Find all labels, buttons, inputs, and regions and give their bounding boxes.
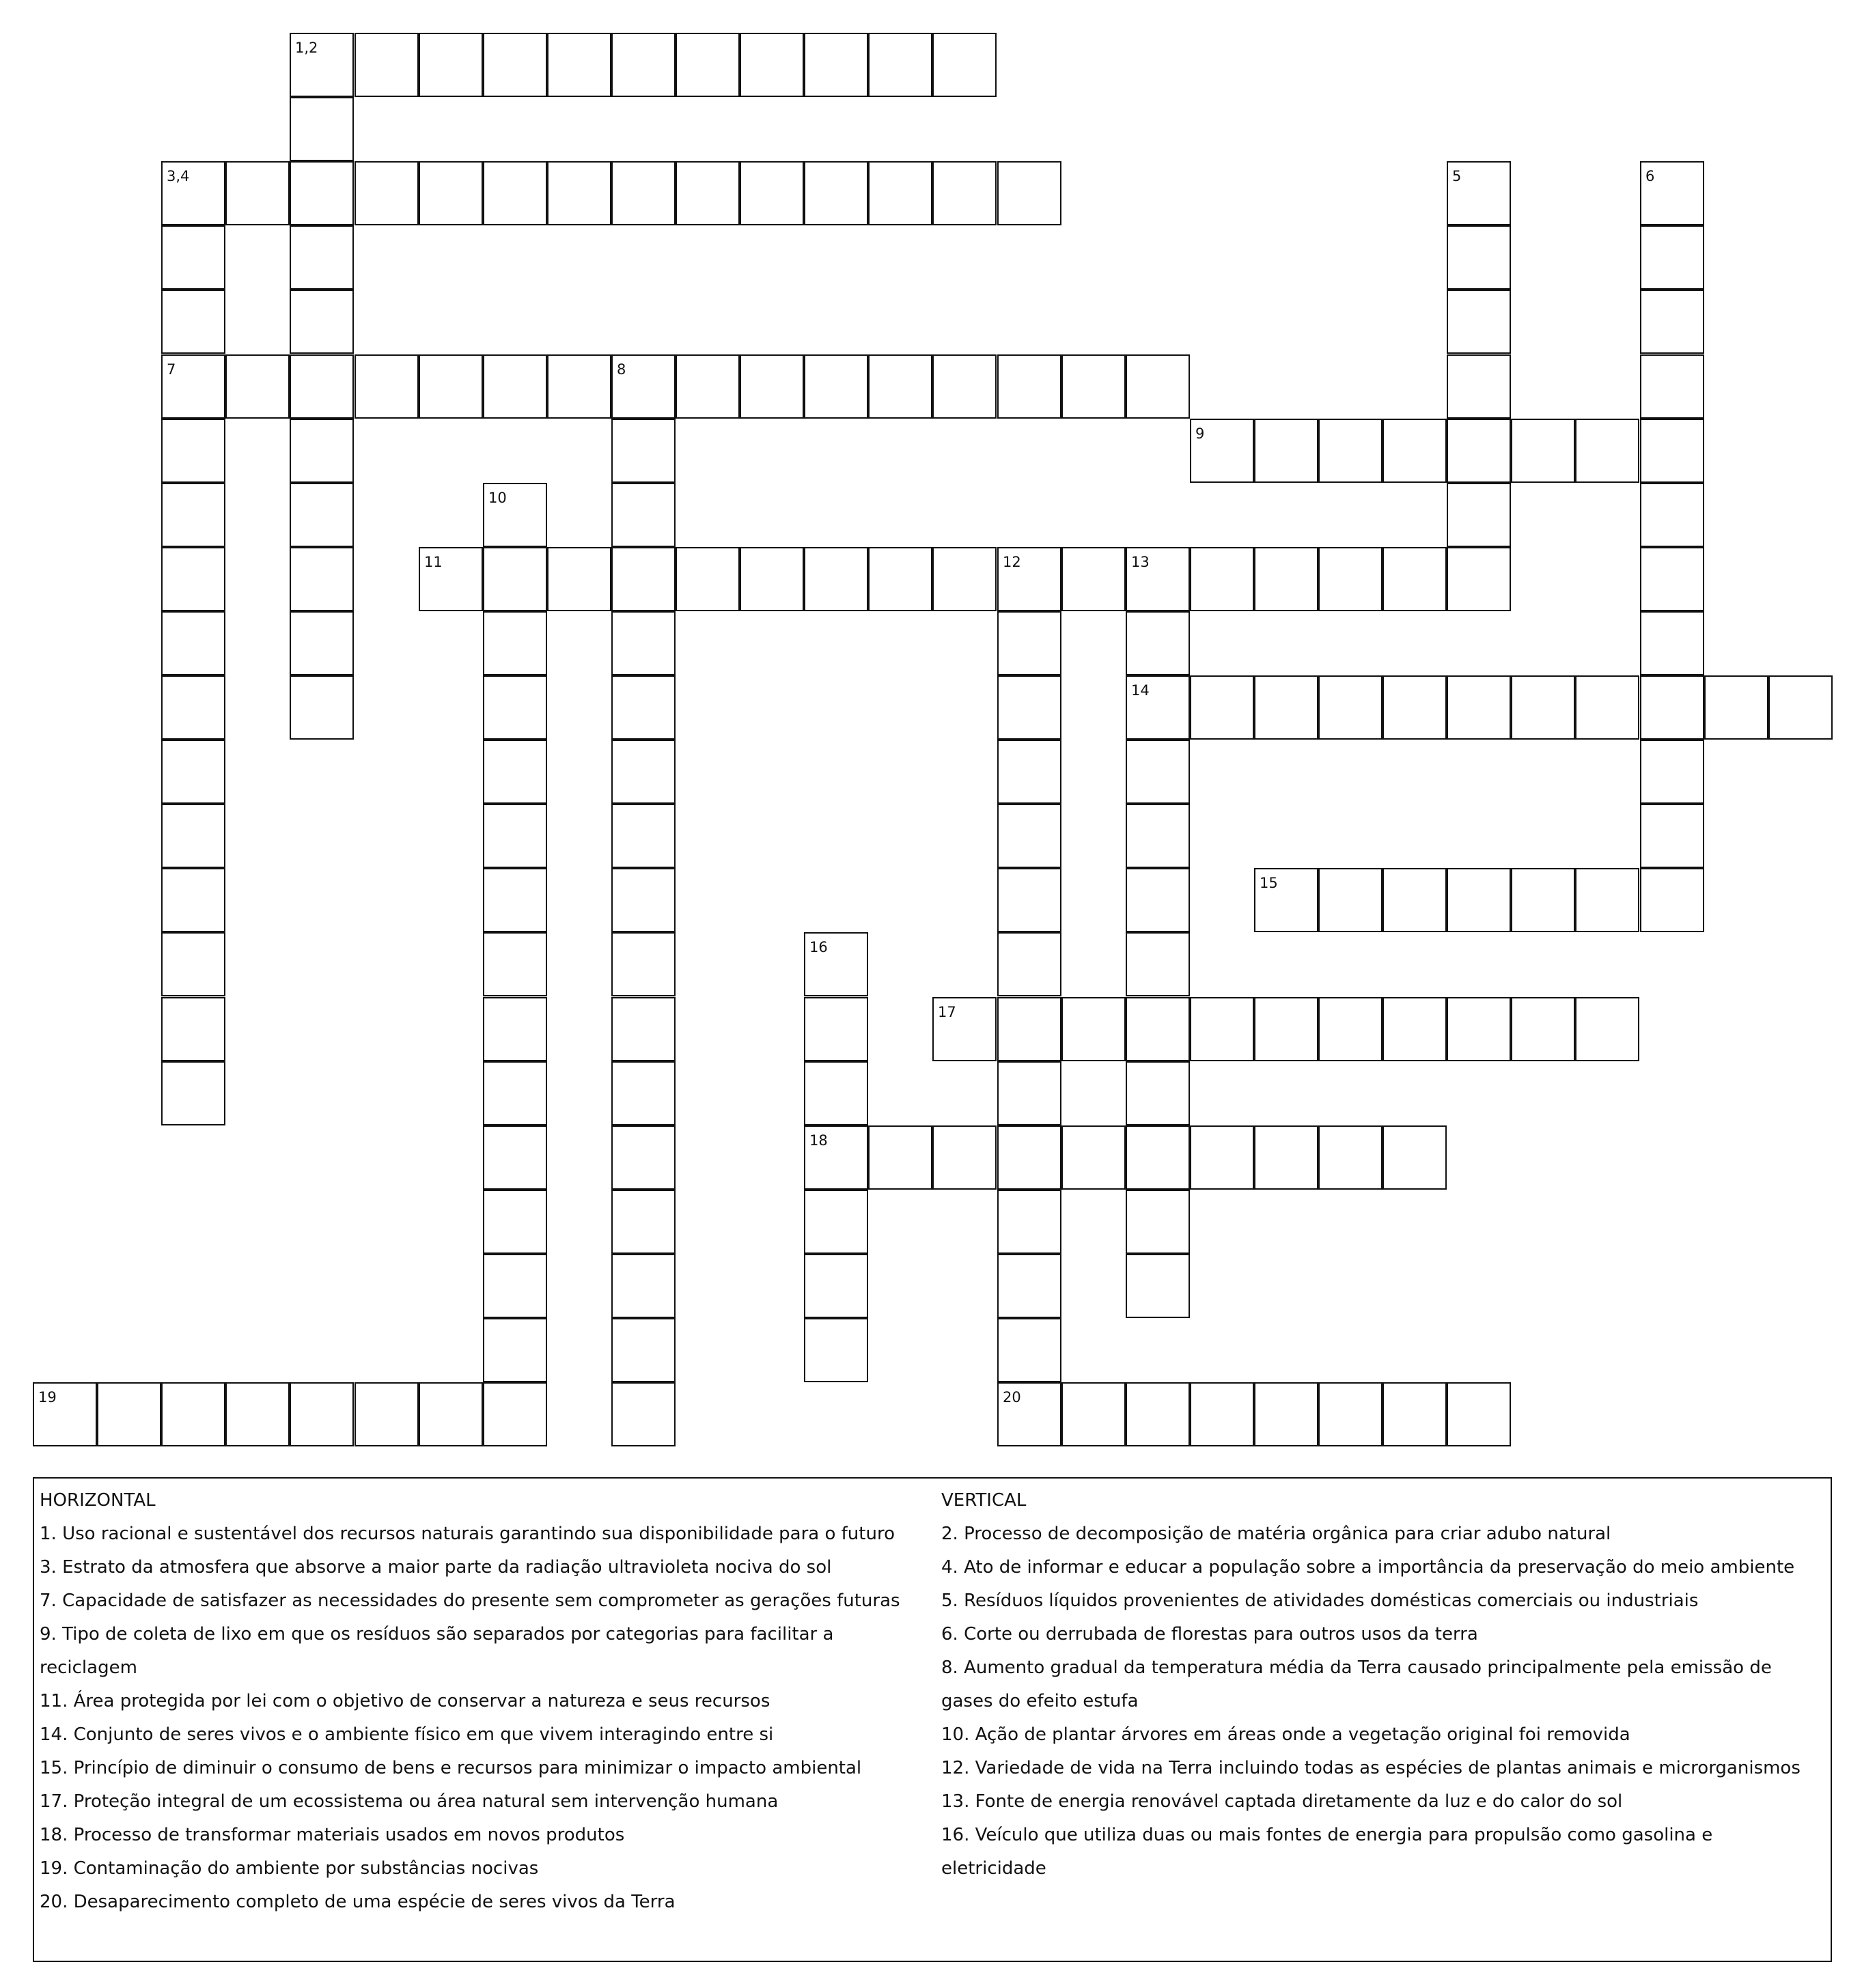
grid-cell[interactable] xyxy=(1126,1190,1190,1254)
clue-v6: 6. Corte ou derrubada de florestas para outros usos da terra xyxy=(941,1624,1478,1644)
grid-cell[interactable] xyxy=(997,1190,1061,1254)
grid-cell[interactable] xyxy=(1126,740,1190,804)
grid-cell[interactable] xyxy=(419,161,483,225)
grid-cell[interactable] xyxy=(1575,675,1639,740)
grid-cell[interactable] xyxy=(997,1254,1061,1318)
grid-cell[interactable] xyxy=(1126,1125,1190,1190)
grid-cell[interactable] xyxy=(611,804,676,868)
grid-cell[interactable] xyxy=(1126,1382,1190,1446)
grid-cell[interactable] xyxy=(547,547,611,611)
grid-cell[interactable] xyxy=(611,1125,676,1190)
grid-cell[interactable] xyxy=(290,354,354,419)
grid-cell[interactable] xyxy=(932,547,997,611)
grid-cell[interactable] xyxy=(676,33,740,97)
grid-cell[interactable] xyxy=(804,1254,868,1318)
grid-cell[interactable] xyxy=(611,419,676,483)
clue-v8: 8. Aumento gradual da temperatura média da Terra causado principalmente pela emissão de xyxy=(941,1657,1772,1678)
grid-cell[interactable] xyxy=(804,33,868,97)
grid-cell[interactable] xyxy=(161,997,225,1061)
grid-cell[interactable] xyxy=(1254,419,1318,483)
grid-cell[interactable] xyxy=(161,804,225,868)
grid-cell[interactable] xyxy=(1447,868,1511,932)
clue-number: 12 xyxy=(1003,554,1021,570)
grid-cell[interactable] xyxy=(1640,419,1704,483)
clue-v13: 13. Fonte de energia renovável captada diretamente da luz e do calor do sol xyxy=(941,1791,1623,1812)
grid-cell[interactable] xyxy=(1768,675,1833,740)
grid-cell[interactable] xyxy=(1640,483,1704,547)
grid-cell[interactable] xyxy=(1318,1382,1382,1446)
grid-cell[interactable] xyxy=(611,740,676,804)
grid-cell[interactable] xyxy=(740,354,804,419)
grid-cell[interactable] xyxy=(932,1125,997,1190)
grid-cell[interactable] xyxy=(1640,290,1704,354)
grid-cell[interactable] xyxy=(997,997,1061,1061)
grid-cell[interactable] xyxy=(611,611,676,675)
grid-cell[interactable] xyxy=(483,1382,547,1446)
grid-cell[interactable] xyxy=(225,1382,290,1446)
grid-cell[interactable] xyxy=(483,1190,547,1254)
grid-cell[interactable] xyxy=(225,161,290,225)
grid-cell[interactable] xyxy=(1447,290,1511,354)
grid-cell[interactable] xyxy=(1061,997,1126,1061)
grid-cell[interactable] xyxy=(868,33,932,97)
grid-cell[interactable] xyxy=(868,354,932,419)
grid-cell[interactable] xyxy=(483,868,547,932)
clue-number: 14 xyxy=(1131,682,1150,699)
grid-cell[interactable] xyxy=(161,483,225,547)
clue-h18: 18. Processo de transformar materiais usados em novos produtos xyxy=(40,1825,625,1845)
grid-cell[interactable] xyxy=(932,354,997,419)
grid-cell[interactable] xyxy=(1382,419,1447,483)
grid-cell[interactable] xyxy=(483,997,547,1061)
clue-v10: 10. Ação de plantar árvores em áreas onde a vegetação original foi removida xyxy=(941,1724,1630,1745)
clue-number: 6 xyxy=(1645,168,1655,184)
grid-cell[interactable] xyxy=(676,161,740,225)
grid-cell[interactable] xyxy=(290,675,354,740)
grid-cell[interactable] xyxy=(804,1190,868,1254)
clue-number: 5 xyxy=(1452,168,1462,184)
grid-cell[interactable] xyxy=(225,354,290,419)
clue-number: 7 xyxy=(167,361,176,378)
grid-cell[interactable] xyxy=(483,354,547,419)
grid-cell[interactable] xyxy=(1254,547,1318,611)
grid-cell[interactable] xyxy=(932,161,997,225)
grid-cell[interactable] xyxy=(290,225,354,290)
grid-cell[interactable] xyxy=(932,33,997,97)
clue-number: 13 xyxy=(1131,554,1150,570)
grid-cell[interactable] xyxy=(290,161,354,225)
grid-cell[interactable] xyxy=(997,161,1061,225)
grid-cell[interactable] xyxy=(483,1061,547,1125)
grid-cell[interactable] xyxy=(1382,675,1447,740)
grid-cell[interactable] xyxy=(97,1382,161,1446)
grid-cell[interactable] xyxy=(1190,997,1254,1061)
clue-number: 20 xyxy=(1003,1389,1021,1405)
clue-number: 10 xyxy=(488,490,507,506)
clue-v4: 4. Ato de informar e educar a população sobre a importância da preservação do meio ambiente xyxy=(941,1557,1795,1578)
grid-cell[interactable] xyxy=(483,33,547,97)
grid-cell[interactable] xyxy=(1575,868,1639,932)
grid-cell[interactable] xyxy=(997,1318,1061,1382)
grid-cell[interactable] xyxy=(804,997,868,1061)
grid-cell[interactable] xyxy=(161,932,225,996)
vertical-header: VERTICAL xyxy=(941,1490,1027,1511)
grid-cell[interactable] xyxy=(161,290,225,354)
grid-cell[interactable] xyxy=(1190,675,1254,740)
grid-cell[interactable] xyxy=(1511,675,1575,740)
grid-cell[interactable] xyxy=(611,932,676,996)
grid-cell[interactable] xyxy=(355,33,419,97)
grid-cell[interactable] xyxy=(161,419,225,483)
grid-cell[interactable] xyxy=(1254,1125,1318,1190)
grid-cell[interactable] xyxy=(1704,675,1768,740)
grid-cell[interactable] xyxy=(1190,1125,1254,1190)
grid-cell[interactable] xyxy=(1640,675,1704,740)
clue-number: 11 xyxy=(424,554,443,570)
grid-cell[interactable] xyxy=(611,161,676,225)
grid-cell[interactable] xyxy=(1126,997,1190,1061)
grid-cell[interactable] xyxy=(1447,1382,1511,1446)
grid-cell[interactable] xyxy=(1640,611,1704,675)
clue-v2: 2. Processo de decomposição de matéria orgânica para criar adubo natural xyxy=(941,1524,1611,1544)
grid-cell[interactable] xyxy=(1447,225,1511,290)
grid-cell[interactable] xyxy=(1447,419,1511,483)
grid-cell[interactable] xyxy=(611,868,676,932)
grid-cell[interactable] xyxy=(611,1190,676,1254)
clue-v16-cont: eletricidade xyxy=(941,1858,1046,1879)
grid-cell[interactable] xyxy=(997,354,1061,419)
grid-cell[interactable] xyxy=(1061,1382,1126,1446)
grid-cell[interactable] xyxy=(1511,419,1575,483)
grid-cell[interactable] xyxy=(1190,1382,1254,1446)
grid-cell[interactable] xyxy=(740,161,804,225)
grid-cell[interactable] xyxy=(483,161,547,225)
grid-cell[interactable] xyxy=(161,225,225,290)
grid-cell[interactable] xyxy=(1640,225,1704,290)
grid-cell[interactable] xyxy=(611,675,676,740)
clue-number: 3,4 xyxy=(167,168,190,184)
grid-cell[interactable] xyxy=(483,547,547,611)
grid-cell[interactable] xyxy=(1640,868,1704,932)
grid-cell[interactable] xyxy=(483,804,547,868)
grid-cell[interactable] xyxy=(611,1061,676,1125)
grid-cell[interactable] xyxy=(483,1125,547,1190)
grid-cell[interactable] xyxy=(1126,611,1190,675)
clue-h7: 7. Capacidade de satisfazer as necessidades do presente sem comprometer as gerações futuras xyxy=(40,1591,900,1611)
grid-cell[interactable] xyxy=(161,547,225,611)
grid-cell[interactable] xyxy=(997,1061,1061,1125)
grid-cell[interactable] xyxy=(997,611,1061,675)
grid-cell[interactable] xyxy=(290,1382,354,1446)
clue-number: 1,2 xyxy=(295,40,318,56)
grid-cell[interactable] xyxy=(1640,804,1704,868)
grid-cell[interactable] xyxy=(483,611,547,675)
clue-v16: 16. Veículo que utiliza duas ou mais fontes de energia para propulsão como gasolina e xyxy=(941,1825,1713,1845)
grid-cell[interactable] xyxy=(1061,547,1126,611)
clue-number: 16 xyxy=(809,939,828,955)
grid-cell[interactable] xyxy=(1640,547,1704,611)
grid-cell[interactable] xyxy=(355,1382,419,1446)
clue-number: 9 xyxy=(1195,425,1205,442)
grid-cell[interactable] xyxy=(740,547,804,611)
grid-cell[interactable] xyxy=(1318,868,1382,932)
clue-h14: 14. Conjunto de seres vivos e o ambiente físico em que vivem interagindo entre si xyxy=(40,1724,774,1745)
grid-cell[interactable] xyxy=(419,1382,483,1446)
grid-cell[interactable] xyxy=(1126,868,1190,932)
horizontal-header: HORIZONTAL xyxy=(40,1490,156,1511)
grid-cell[interactable] xyxy=(1254,1382,1318,1446)
grid-cell[interactable] xyxy=(161,1382,225,1446)
clue-number: 17 xyxy=(938,1004,956,1020)
grid-cell[interactable] xyxy=(1318,547,1382,611)
grid-cell[interactable] xyxy=(611,1318,676,1382)
grid-cell[interactable] xyxy=(290,547,354,611)
grid-cell[interactable] xyxy=(290,611,354,675)
clue-number: 8 xyxy=(617,361,626,378)
grid-cell[interactable] xyxy=(547,354,611,419)
grid-cell[interactable] xyxy=(868,161,932,225)
clue-h20: 20. Desaparecimento completo de uma espécie de seres vivos da Terra xyxy=(40,1892,676,1912)
grid-cell[interactable] xyxy=(1447,483,1511,547)
grid-cell[interactable] xyxy=(290,290,354,354)
grid-cell[interactable] xyxy=(611,1254,676,1318)
grid-cell[interactable] xyxy=(483,740,547,804)
clue-h11: 11. Área protegida por lei com o objetivo de conservar a natureza e seus recursos xyxy=(40,1691,770,1711)
clue-v8-cont: gases do efeito estufa xyxy=(941,1691,1139,1711)
grid-cell[interactable] xyxy=(804,161,868,225)
grid-cell[interactable] xyxy=(355,161,419,225)
grid-cell[interactable] xyxy=(997,1125,1061,1190)
grid-cell[interactable] xyxy=(611,997,676,1061)
grid-cell[interactable] xyxy=(997,675,1061,740)
grid-cell[interactable] xyxy=(1575,997,1639,1061)
grid-cell[interactable] xyxy=(1190,547,1254,611)
clue-h1: 1. Uso racional e sustentável dos recursos naturais garantindo sua disponibilidade para o futuro xyxy=(40,1524,895,1544)
grid-cell[interactable] xyxy=(868,547,932,611)
grid-cell[interactable] xyxy=(1318,997,1382,1061)
grid-cell[interactable] xyxy=(1382,868,1447,932)
grid-cell[interactable] xyxy=(1061,1125,1126,1190)
grid-cell[interactable] xyxy=(547,33,611,97)
grid-cell[interactable] xyxy=(483,675,547,740)
clue-h9: 9. Tipo de coleta de lixo em que os resíduos são separados por categorias para facilitar a xyxy=(40,1624,834,1644)
grid-cell[interactable] xyxy=(1640,740,1704,804)
grid-cell[interactable] xyxy=(1126,1254,1190,1318)
clue-number: 18 xyxy=(809,1132,828,1149)
grid-cell[interactable] xyxy=(1318,419,1382,483)
clue-number: 19 xyxy=(38,1389,57,1405)
clue-h3: 3. Estrato da atmosfera que absorve a maior parte da radiação ultravioleta nociva do sol xyxy=(40,1557,832,1578)
grid-cell[interactable] xyxy=(997,740,1061,804)
grid-cell[interactable] xyxy=(868,1125,932,1190)
clue-h9-cont: reciclagem xyxy=(40,1657,137,1678)
clue-h19: 19. Contaminação do ambiente por substâncias nocivas xyxy=(40,1858,539,1879)
grid-cell[interactable] xyxy=(1447,675,1511,740)
grid-cell[interactable] xyxy=(611,33,676,97)
grid-cell[interactable] xyxy=(1382,997,1447,1061)
grid-cell[interactable] xyxy=(1575,419,1639,483)
grid-cell[interactable] xyxy=(997,804,1061,868)
grid-cell[interactable] xyxy=(483,1254,547,1318)
clue-v5: 5. Resíduos líquidos provenientes de atividades domésticas comerciais ou industriais xyxy=(941,1591,1699,1611)
grid-cell[interactable] xyxy=(1382,547,1447,611)
grid-cell[interactable] xyxy=(611,547,676,611)
grid-cell[interactable] xyxy=(483,1318,547,1382)
grid-cell[interactable] xyxy=(355,354,419,419)
grid-cell[interactable] xyxy=(676,354,740,419)
grid-cell[interactable] xyxy=(1254,675,1318,740)
grid-cell[interactable] xyxy=(161,611,225,675)
grid-cell[interactable] xyxy=(290,419,354,483)
grid-cell[interactable] xyxy=(611,1382,676,1446)
grid-cell[interactable] xyxy=(1126,354,1190,419)
grid-cell[interactable] xyxy=(804,1318,868,1382)
grid-cell[interactable] xyxy=(161,1061,225,1125)
grid-cell[interactable] xyxy=(1511,868,1575,932)
grid-cell[interactable] xyxy=(1511,997,1575,1061)
grid-cell[interactable] xyxy=(997,868,1061,932)
grid-cell[interactable] xyxy=(1447,997,1511,1061)
grid-cell[interactable] xyxy=(419,33,483,97)
grid-cell[interactable] xyxy=(1382,1382,1447,1446)
grid-cell[interactable] xyxy=(804,354,868,419)
grid-cell[interactable] xyxy=(1126,804,1190,868)
clue-number: 15 xyxy=(1260,875,1278,891)
grid-cell[interactable] xyxy=(1382,1125,1447,1190)
grid-cell[interactable] xyxy=(1318,675,1382,740)
grid-cell[interactable] xyxy=(676,547,740,611)
grid-cell[interactable] xyxy=(1126,932,1190,996)
clue-v12: 12. Variedade de vida na Terra incluindo todas as espécies de plantas animais e microrganismos xyxy=(941,1758,1801,1778)
grid-cell[interactable] xyxy=(290,483,354,547)
grid-cell[interactable] xyxy=(547,161,611,225)
grid-cell[interactable] xyxy=(804,1061,868,1125)
grid-cell[interactable] xyxy=(1061,354,1126,419)
grid-cell[interactable] xyxy=(483,932,547,996)
grid-cell[interactable] xyxy=(740,33,804,97)
grid-cell[interactable] xyxy=(1126,1061,1190,1125)
vertical-clues xyxy=(941,1484,1829,1886)
grid-cell[interactable] xyxy=(161,740,225,804)
grid-cell[interactable] xyxy=(161,675,225,740)
grid-cell[interactable] xyxy=(1447,547,1511,611)
grid-cell[interactable] xyxy=(161,868,225,932)
clue-h15: 15. Princípio de diminuir o consumo de bens e recursos para minimizar o impacto ambiental xyxy=(40,1758,862,1778)
horizontal-clues xyxy=(40,1484,928,1919)
clue-h17: 17. Proteção integral de um ecossistema ou área natural sem intervenção humana xyxy=(40,1791,779,1812)
grid-cell[interactable] xyxy=(290,97,354,161)
grid-cell[interactable] xyxy=(804,547,868,611)
grid-cell[interactable] xyxy=(611,483,676,547)
grid-cell[interactable] xyxy=(1254,997,1318,1061)
grid-cell[interactable] xyxy=(419,354,483,419)
grid-cell[interactable] xyxy=(1640,354,1704,419)
grid-cell[interactable] xyxy=(1318,1125,1382,1190)
grid-cell[interactable] xyxy=(1447,354,1511,419)
grid-cell[interactable] xyxy=(997,932,1061,996)
clues-box xyxy=(33,1477,1832,1962)
